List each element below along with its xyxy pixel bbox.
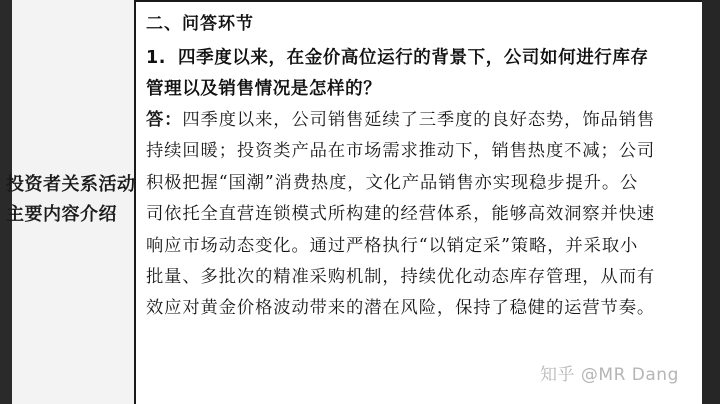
row-label-line-1: 投资者关系活动 [6,174,136,195]
section-title: 二、问答环节 [146,14,254,34]
answer-line-5: 响应市场动态变化。通过严格执行“以销定采”策略，并采取小 [146,235,639,256]
row-label-line-2: 主要内容介绍 [6,204,117,225]
page-right-edge [702,0,720,404]
answer-line-4: 司依托全直营连锁模式所构建的经营体系，能够高效洞察并快速 [146,204,656,225]
row-label [6,170,146,230]
answer-line-7: 效应对黄金价格波动带来的潜在风险，保持了稳健的运营节奏。 [146,298,656,319]
answer-line-3: 积极把握“国潮”消费热度，文化产品销售亦实现稳步提升。公 [146,172,639,193]
answer-line-1: 四季度以来，公司销售延续了三季度的良好态势，饰品销售 [182,110,656,130]
watermark: 知乎 @MR Dang [540,365,679,385]
answer-label: 答： [146,110,183,130]
question [146,43,694,105]
question-line-2: 管理以及销售情况是怎样的？ [146,79,382,99]
answer [146,105,694,325]
answer-line-2: 持续回暖；投资类产品在市场需求推动下，销售热度不减；公司 [146,141,656,162]
question-number: 1. [146,48,167,68]
label-column [6,0,136,404]
content-cell [146,12,694,325]
answer-line-6: 批量、多批次的精准采购机制，持续优化动态库存管理，从而有 [146,267,656,288]
question-line-1: 四季度以来，在金价高位运行的背景下，公司如何进行库存 [178,48,649,68]
